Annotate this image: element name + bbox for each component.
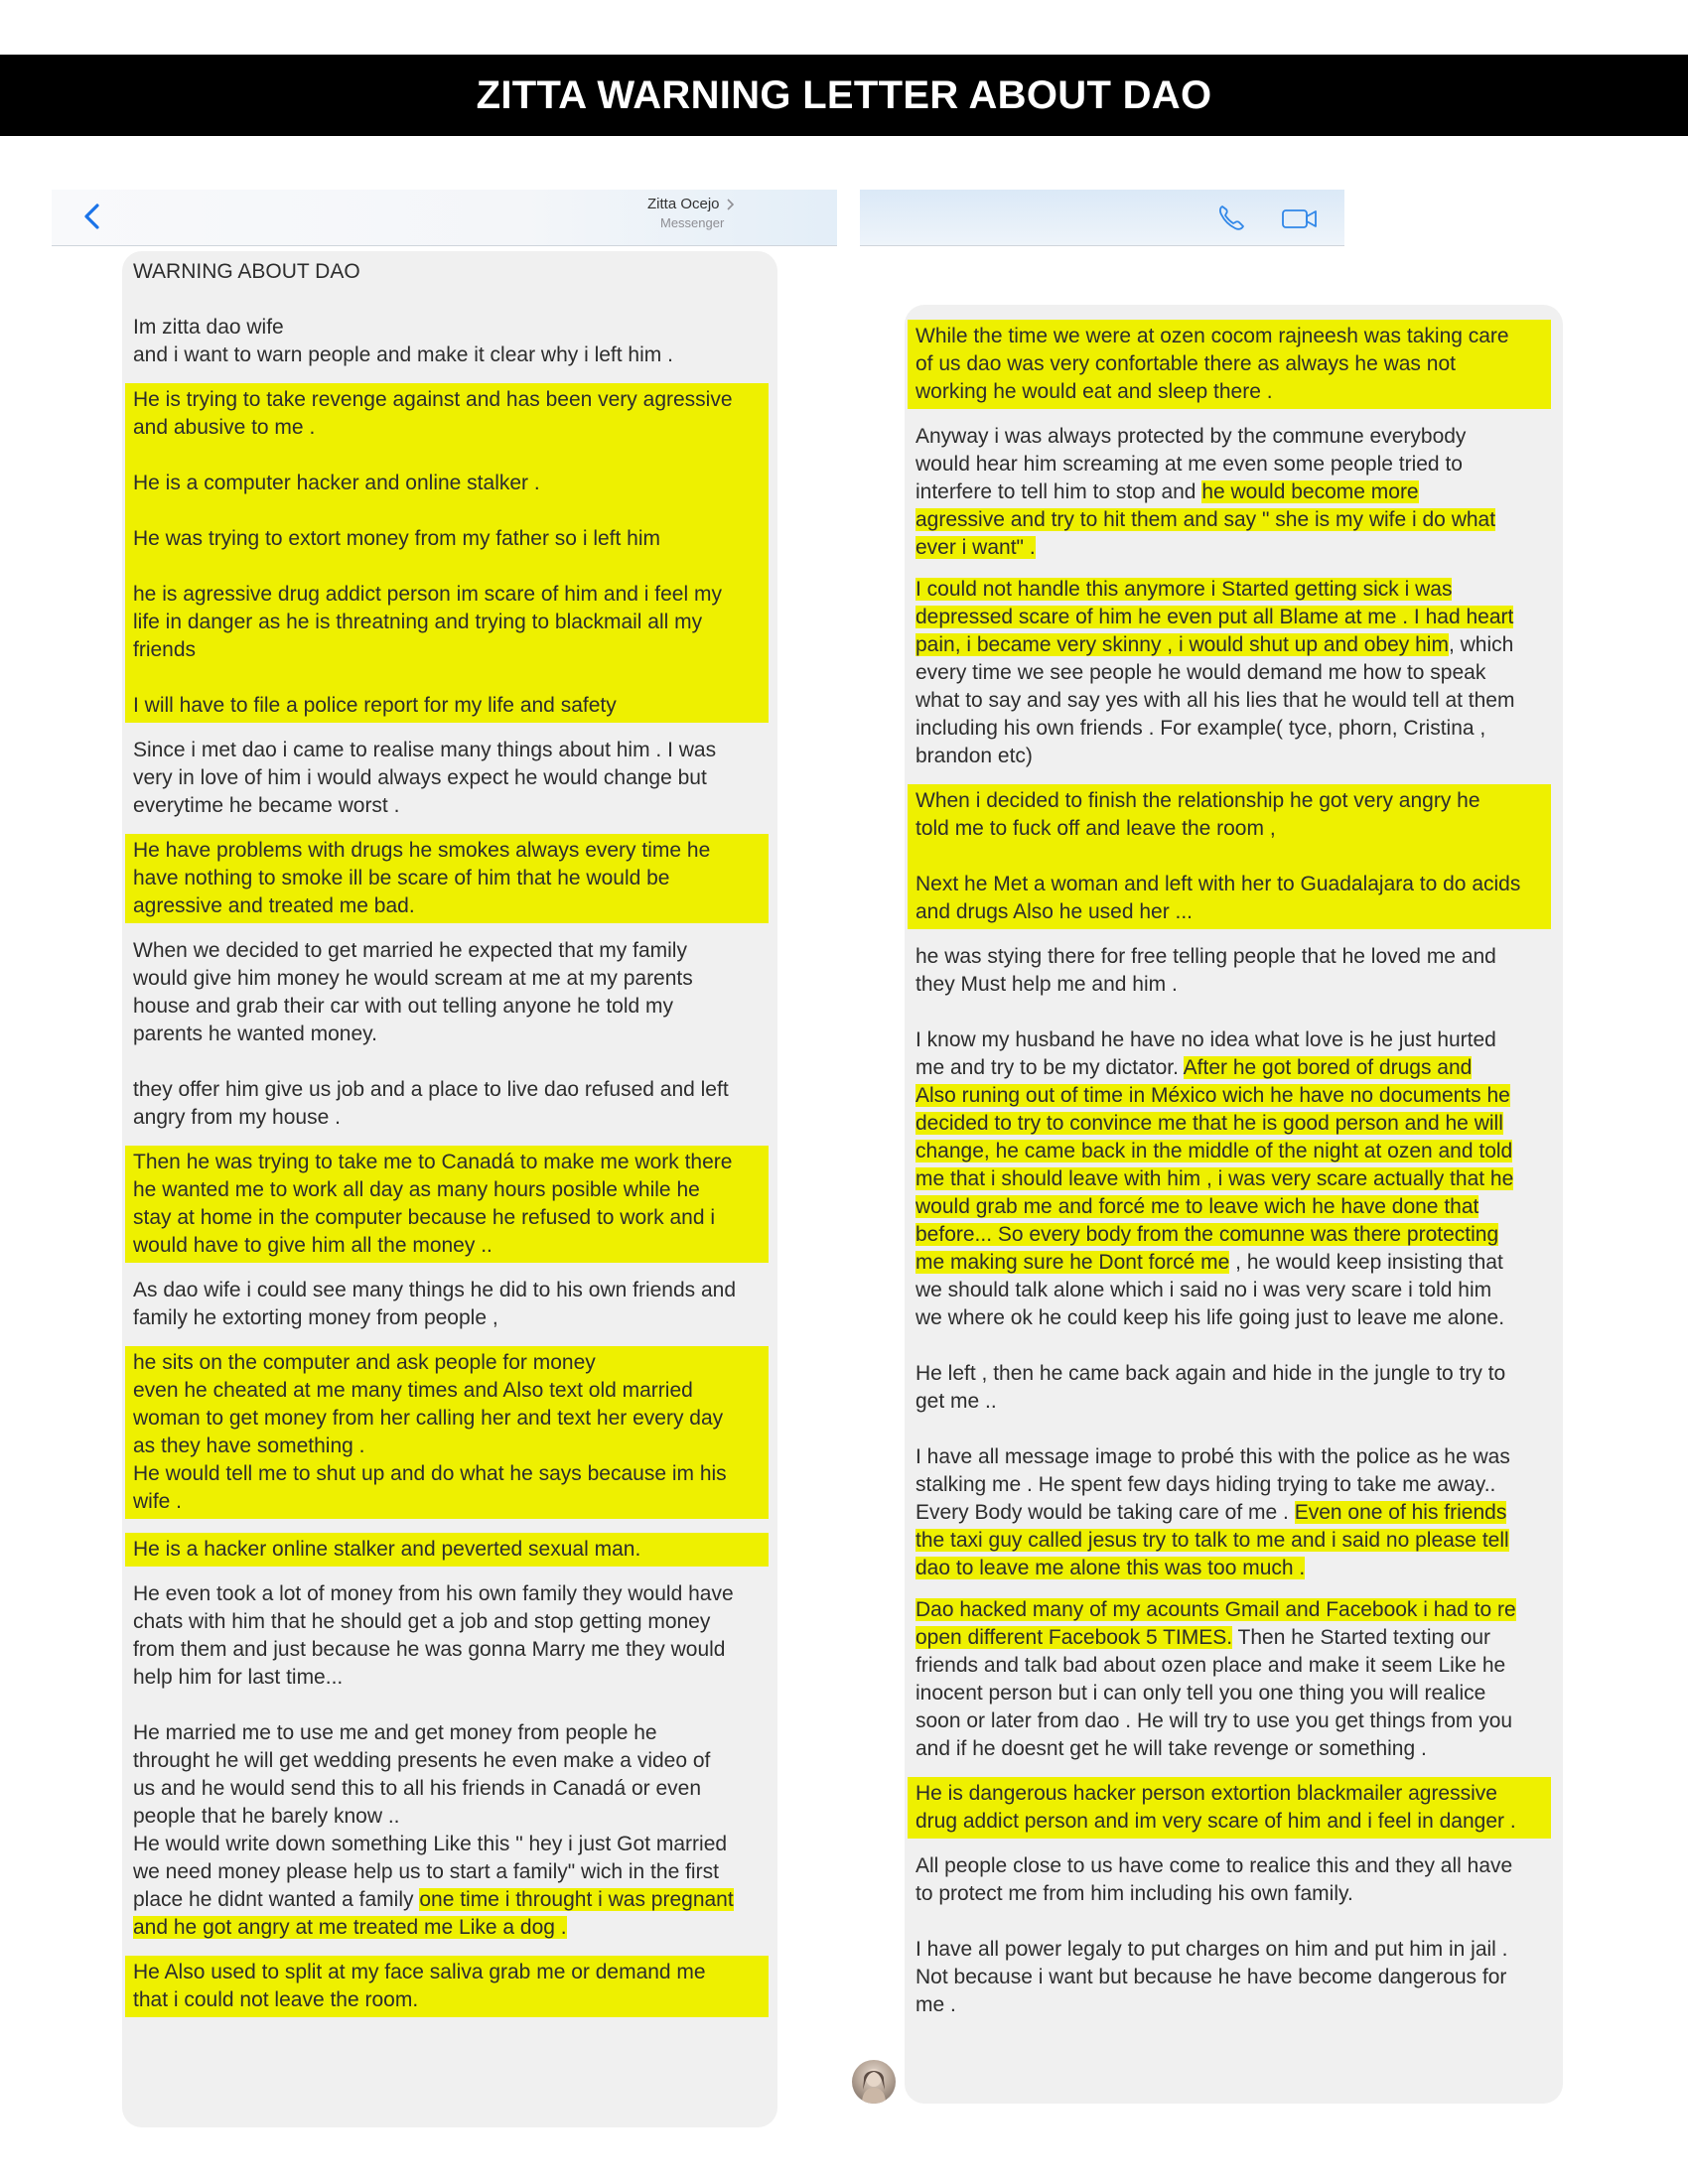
message-text: place he didnt wanted a family xyxy=(133,1888,420,1911)
back-button[interactable] xyxy=(77,202,107,231)
contact-name: Zitta Ocejo xyxy=(647,196,720,212)
message-text: , which every time we see people he would demand me how to speak what to say and say yes with all his lies that he would tell at them including his own friends . For example( tyce, phorn, Cristina , brandon etc) xyxy=(915,633,1515,767)
highlighted-block xyxy=(125,1533,769,1567)
highlighted-text: I could not handle this anymore i Started getting sick i was depressed scare of him he even put all Blame at me . I had heart pain, i became very skinny , i would shut up and obey him xyxy=(915,578,1514,656)
highlighted-text: After he got bored of drugs and Also runing out of time in México wich he have no documents he decided to try to convince me that he is good person and he will change, he came back in the middle of the night at ozen and told me that i should leave with him , i was very scare actually that he would grab me and forcé me to leave wich he have done that before... So every body from the comunne was there protecting me making sure he Dont forcé me xyxy=(915,1056,1514,1274)
message-paragraph: He is a hacker online stalker and peverted sexual man. xyxy=(133,1538,641,1561)
message-text: Then he Started texting our friends and talk bad about ozen place and make it seem Like he inocent person but i can only tell you one thing you will realice soon or later from dao . He will try to use you get things from you and if he doesnt get he will take revenge or something . xyxy=(915,1626,1513,1760)
message-paragraph: Next he Met a woman and left with her to Guadalajara to do acids and drugs Also he used her ... xyxy=(915,873,1521,923)
message-paragraph: He even took a lot of money from his own family they would have chats with him that he should get a job and stop getting money from them and just because he was gonna Marry me they would help him for last time... xyxy=(133,1582,734,1689)
phone-icon xyxy=(1215,203,1249,232)
highlighted-text: he would become more agressive and try to hit them and say " she is my wife i do what ever i want" . xyxy=(915,480,1496,559)
message-paragraph: he is agressive drug addict person im scare of him and i feel my life in danger as he is threatning and trying to blackmail all my friends xyxy=(133,583,722,661)
chat-header xyxy=(52,190,837,246)
message-paragraph: While the time we were at ozen cocom rajneesh was taking care of us dao was very confortable there as always he was not working he would eat and sleep there . xyxy=(915,325,1509,403)
highlighted-text: Even one of his friends the taxi guy called jesus try to talk to me and i said no please tell dao to leave me alone this was too much . xyxy=(915,1501,1509,1579)
message-paragraph xyxy=(915,423,1551,562)
message-paragraph: All people close to us have come to realice this and they all have to protect me from him including his own family. xyxy=(915,1854,1513,1905)
message-line xyxy=(133,1886,769,1914)
message-paragraph: I will have to file a police report for my life and safety xyxy=(133,694,617,717)
video-camera-icon xyxy=(1280,205,1320,232)
message-text: , he would keep insisting that we should talk alone which i said no i was very scare i told him we where ok he could keep his life going just to leave me alone. xyxy=(915,1251,1505,1329)
page-title-bar xyxy=(0,55,1688,136)
message-paragraph: WARNING ABOUT DAO xyxy=(133,260,360,283)
message-paragraph: He have problems with drugs he smokes always every time he have nothing to smoke ill be scare of him that he would be agressive and treated me bad. xyxy=(133,839,711,917)
message-paragraph xyxy=(915,1026,1551,1332)
message-paragraph: When i decided to finish the relationship he got very angry he told me to fuck off and leave the room , xyxy=(915,789,1480,840)
message-paragraph xyxy=(915,1443,1551,1582)
highlighted-block xyxy=(908,784,1551,929)
call-button[interactable] xyxy=(1215,203,1249,232)
highlighted-block xyxy=(125,1346,769,1519)
message-paragraph: he was stying there for free telling people that he loved me and they Must help me and him . xyxy=(915,945,1496,996)
highlighted-block xyxy=(908,1777,1551,1839)
message-paragraph: I have all power legaly to put charges on him and put him in jail . Not because i want but because he have become dangerous for me . xyxy=(915,1938,1508,2016)
video-call-button[interactable] xyxy=(1280,205,1320,232)
contact-info[interactable] xyxy=(647,196,846,230)
message-paragraph xyxy=(915,576,1551,770)
highlighted-block xyxy=(125,1146,769,1263)
profile-photo-icon xyxy=(852,2060,896,2104)
message-paragraph: Im zitta dao wife and i want to warn people and make it clear why i left him . xyxy=(133,316,673,366)
message-paragraph: He married me to use me and get money from people he throught he will get wedding presents he even make a video of us and he would send this to all his friends in Canadá or even people that he barely know .. He would write down something Like this " hey i just Got married we need money please help us to start a family" wich in the first xyxy=(133,1721,728,1883)
highlighted-text: and he got angry at me treated me Like a dog . xyxy=(133,1916,567,1939)
message-paragraph: He left , then he came back again and hide in the jungle to try to get me .. xyxy=(915,1362,1506,1413)
message-text: I have all message image to probé this with the police as he was stalking me . He spent few days hiding trying to take me away.. Every Body would be taking care of me . xyxy=(915,1445,1510,1524)
page-title: ZITTA WARNING LETTER ABOUT DAO xyxy=(476,72,1212,117)
highlighted-block xyxy=(125,383,769,723)
message-paragraph: he sits on the computer and ask people for money even he cheated at me many times and Also text old married woman to get money from her calling her and text her every day as they have something . He would tell me to shut up and do what he says because im his wife . xyxy=(133,1351,727,1513)
highlighted-block xyxy=(125,1956,769,2017)
highlighted-block xyxy=(125,834,769,923)
avatar[interactable] xyxy=(852,2060,896,2104)
message-paragraph: He Also used to split at my face saliva grab me or demand me that i could not leave the room. xyxy=(133,1961,706,2011)
message-paragraph: Then he was trying to take me to Canadá to make me work there he wanted me to work all day as many hours posible while he stay at home in the computer because he refused to work and i would have to give him all the money .. xyxy=(133,1151,733,1257)
chevron-left-icon xyxy=(77,202,107,231)
message-text: I know my husband he have no idea what love is he just hurted me and try to be my dictator. xyxy=(915,1028,1496,1079)
chat-header-actions xyxy=(860,190,1344,246)
highlighted-text: Dao hacked many of my acounts Gmail and Facebook i had to re open different Facebook 5 TIMES. xyxy=(915,1598,1516,1649)
chevron-right-icon xyxy=(726,198,736,211)
message-paragraph: He is trying to take revenge against and has been very agressive and abusive to me . xyxy=(133,388,733,439)
highlighted-text: one time i throught i was pregnant xyxy=(419,1888,734,1911)
message-paragraph: they offer him give us job and a place to live dao refused and left angry from my house . xyxy=(133,1078,729,1129)
message-paragraph: He is dangerous hacker person extortion blackmailer agressive drug addict person and im very scare of him and i feel in danger . xyxy=(915,1782,1516,1833)
message-paragraph: He was trying to extort money from my father so i left him xyxy=(133,527,661,550)
message-paragraph: He is a computer hacker and online stalker . xyxy=(133,472,540,494)
contact-subtitle: Messenger xyxy=(660,215,725,230)
highlighted-block xyxy=(908,320,1551,409)
message-text-left xyxy=(133,258,769,2017)
message-text-right xyxy=(915,320,1551,2019)
message-paragraph: As dao wife i could see many things he did to his own friends and family he extorting money from people , xyxy=(133,1279,737,1329)
message-paragraph xyxy=(915,1596,1551,1763)
message-text: Anyway i was always protected by the commune everybody would hear him screaming at me even some people tried to interfere to tell him to stop and xyxy=(915,425,1467,503)
message-paragraph: Since i met dao i came to realise many things about him . I was very in love of him i would always expect he would change but everytime he became worst . xyxy=(133,739,717,817)
message-paragraph: When we decided to get married he expected that my family would give him money he would scream at me at my parents house and grab their car with out telling anyone he told my parents he wanted money. xyxy=(133,939,693,1045)
